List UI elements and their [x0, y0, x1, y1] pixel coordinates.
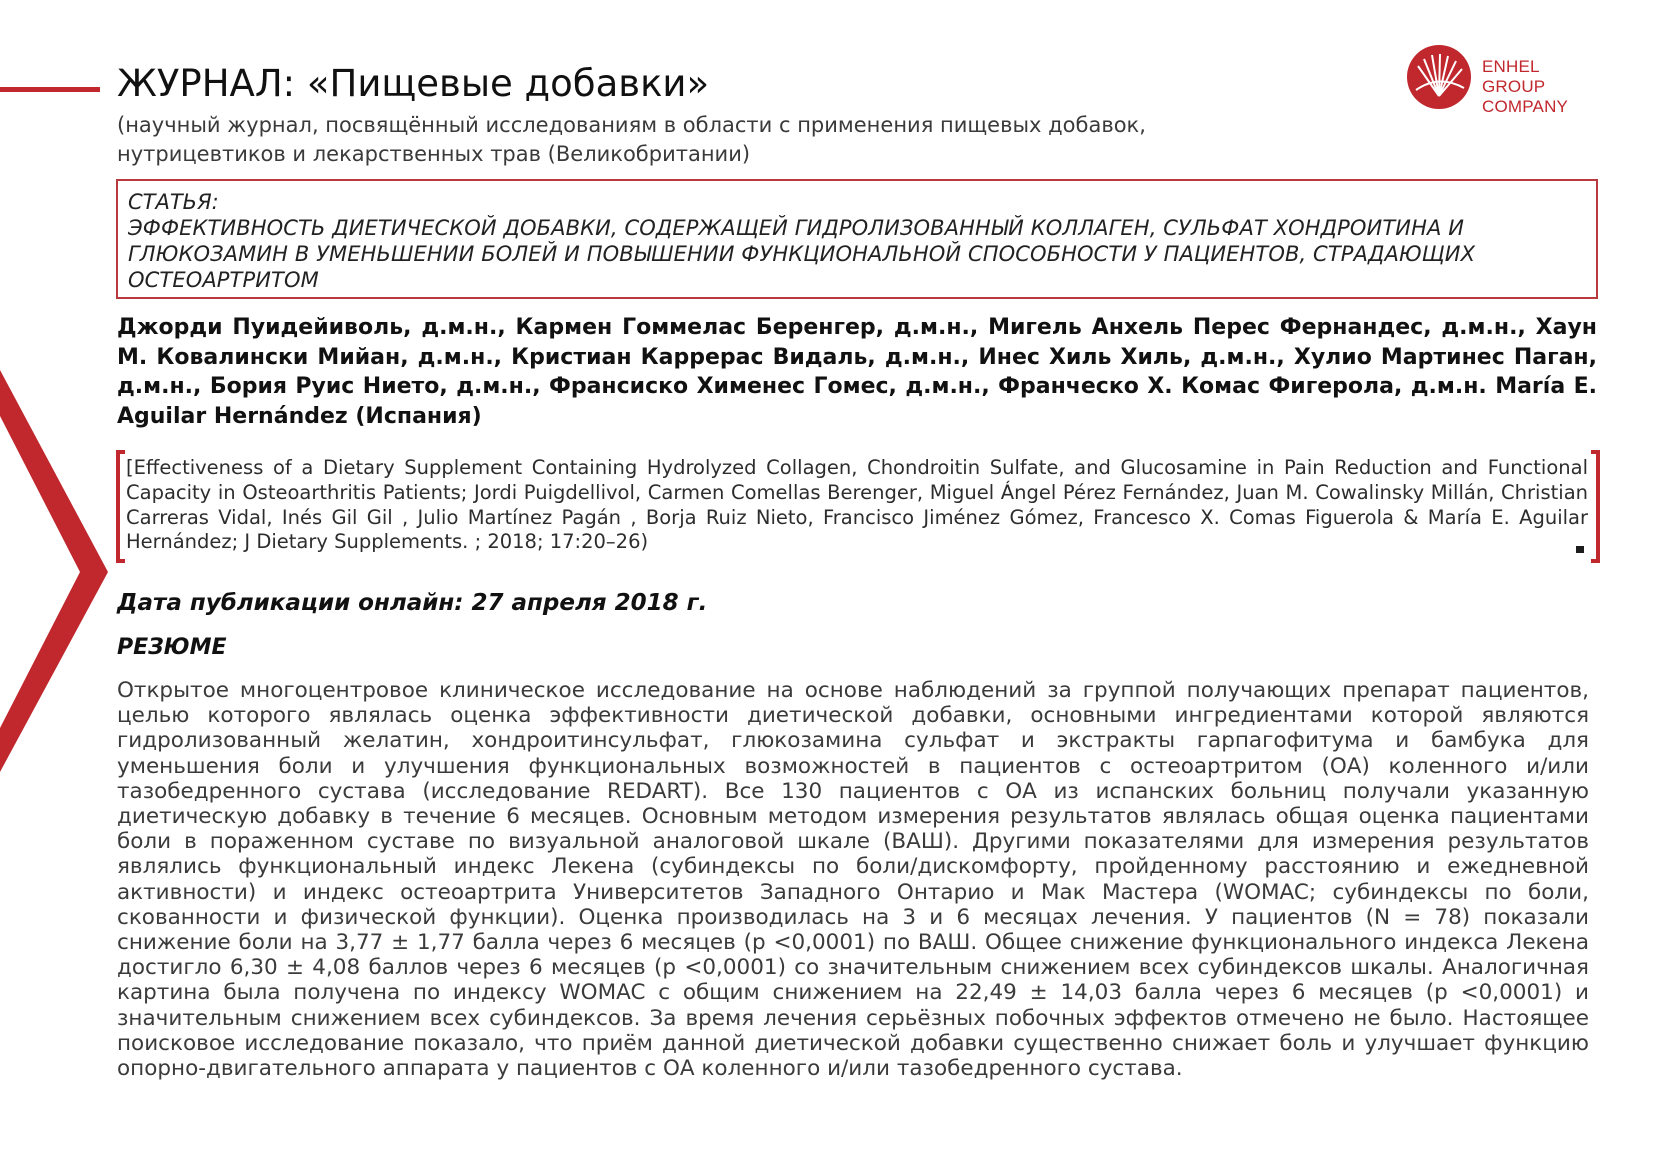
- article-label: СТАТЬЯ:: [128, 190, 219, 214]
- shell-fan-logo-icon: [1406, 44, 1472, 110]
- citation-box: [116, 450, 1600, 563]
- article-heading: ЭФФЕКТИВНОСТЬ ДИЕТИЧЕСКОЙ ДОБАВКИ, СОДЕРЖАЩЕЙ ГИДРОЛИЗОВАННЫЙ КОЛЛАГЕН, СУЛЬФАТ ХОНДРОИТИНА И ГЛЮКОЗАМИН В УМЕНЬШЕНИИ БОЛЕЙ И ПОВЫШЕНИИ ФУНКЦИОНАЛЬНОЙ СПОСОБНОСТИ У ПАЦИЕНТОВ, СТРАДАЮЩИХ ОСТЕОАРТРИТОМ: [128, 216, 1476, 292]
- header-accent-line: [0, 87, 100, 92]
- resume-heading: РЕЗЮМЕ: [117, 635, 227, 660]
- publication-date: Дата публикации онлайн: 27 апреля 2018 г.: [117, 590, 708, 616]
- article-title-box: [116, 179, 1598, 299]
- citation-bracket-right: [1591, 450, 1600, 563]
- resume-text: Открытое многоцентровое клиническое исследование на основе наблюдений за группой получающих препарат пациентов, целью которого являлась оценка эффективности диетической добавки, основными ингредиентами которой являются гидролизованный желатин, хондроитинсульфат, глюкозамина сульфат и экстракты гарпагофитума и бамбука для уменьшения боли и улучшения функциональных возможностей в пациентов с остеоартритом (ОА) коленного и/или тазобедренного сустава (исследование REDART). Все 130 пациентов с ОА из испанских больниц получали указанную диетическую добавку в течение 6 месяцев. Основным методом измерения результатов являлась общая оценка пациентами боли в пораженном суставе по визуальной аналоговой шкале (ВАШ). Другими показателями для измерения результатов являлись функциональный индекс Лекена (субиндексы по боли/дискомфорту, пройденному расстоянию и ежедневной активности) и индекс остеоартрита Университетов Западного Онтарио и Мак Мастера (WOMAC; субиндексы по боли, скованности и физической функции). Оценка производилась на 3 и 6 месяцах лечения. У пациентов (N = 78) показали снижение боли на 3,77 ± 1,77 балла через 6 месяцев (p <0,0001) по ВАШ. Общее снижение функционального индекса Лекена достигло 6,30 ± 4,08 баллов через 6 месяцев (p <0,0001) со значительным снижением всех субиндексов шкалы. Аналогичная картина была получена по индексу WOMAC с общим снижением на 22,49 ± 14,03 балла через 6 месяцев (p <0,0001) и значительным снижением всех субиндексов. За время лечения серьёзных побочных эффектов отмечено не было. Настоящее поисковое исследование показало, что приём данной диетической добавки существенно снижает боль и улучшает функцию опорно-двигательного аппарата у пациентов с ОА коленного и/или тазобедренного сустава.: [117, 678, 1589, 1082]
- company-name-line-2: COMPANY: [1482, 97, 1569, 116]
- company-logo: [1406, 44, 1606, 116]
- journal-subtitle: (научный журнал, посвящённый исследованиям в области с применения пищевых добавок, нутрицевтиков и лекарственных трав (Великобритании): [117, 113, 1146, 166]
- chevron-accent-shape: [0, 370, 108, 772]
- journal-title: ЖУРНАЛ: «Пищевые добавки»: [117, 62, 710, 105]
- company-name: [1482, 57, 1606, 117]
- company-name-line-1: ENHEL GROUP: [1482, 57, 1546, 96]
- citation-bracket-left: [116, 450, 125, 563]
- authors-list: Джорди Пуидейиволь, д.м.н., Кармен Гоммелас Беренгер, д.м.н., Мигель Анхель Перес Фернандес, д.м.н., Хаун М. Ковалински Мийан, д.м.н., Кристиан Каррерас Видаль, д.м.н., Инес Хиль Хиль, д.м.н., Хулио Мартинес Паган, д.м.н., Бория Руис Нието, д.м.н., Франсиско Хименес Гомес, д.м.н., Франческо Х. Комас Фигерола, д.м.н. María E. Aguilar Hernández (Испания): [117, 315, 1597, 429]
- citation-text: [Effectiveness of a Dietary Supplement Containing Hydrolyzed Collagen, Chondroitin Sulfate, and Glucosamine in Pain Reduction and Functional Capacity in Osteoarthritis Patients; Jordi Puigdellivol, Carmen Comellas Berenger, Miguel Ángel Pérez Fernández, Juan M. Cowalinsky Millán, Christian Carreras Vidal, Inés Gil Gil , Julio Martínez Pagán , Borja Ruiz Nieto, Francisco Jiménez Gómez, Francesco X. Comas Figuerola & María E. Aguilar Hernández; J Dietary Supplements. ; 2018; 17:20–26): [126, 456, 1588, 554]
- citation-end-mark: [1576, 546, 1584, 553]
